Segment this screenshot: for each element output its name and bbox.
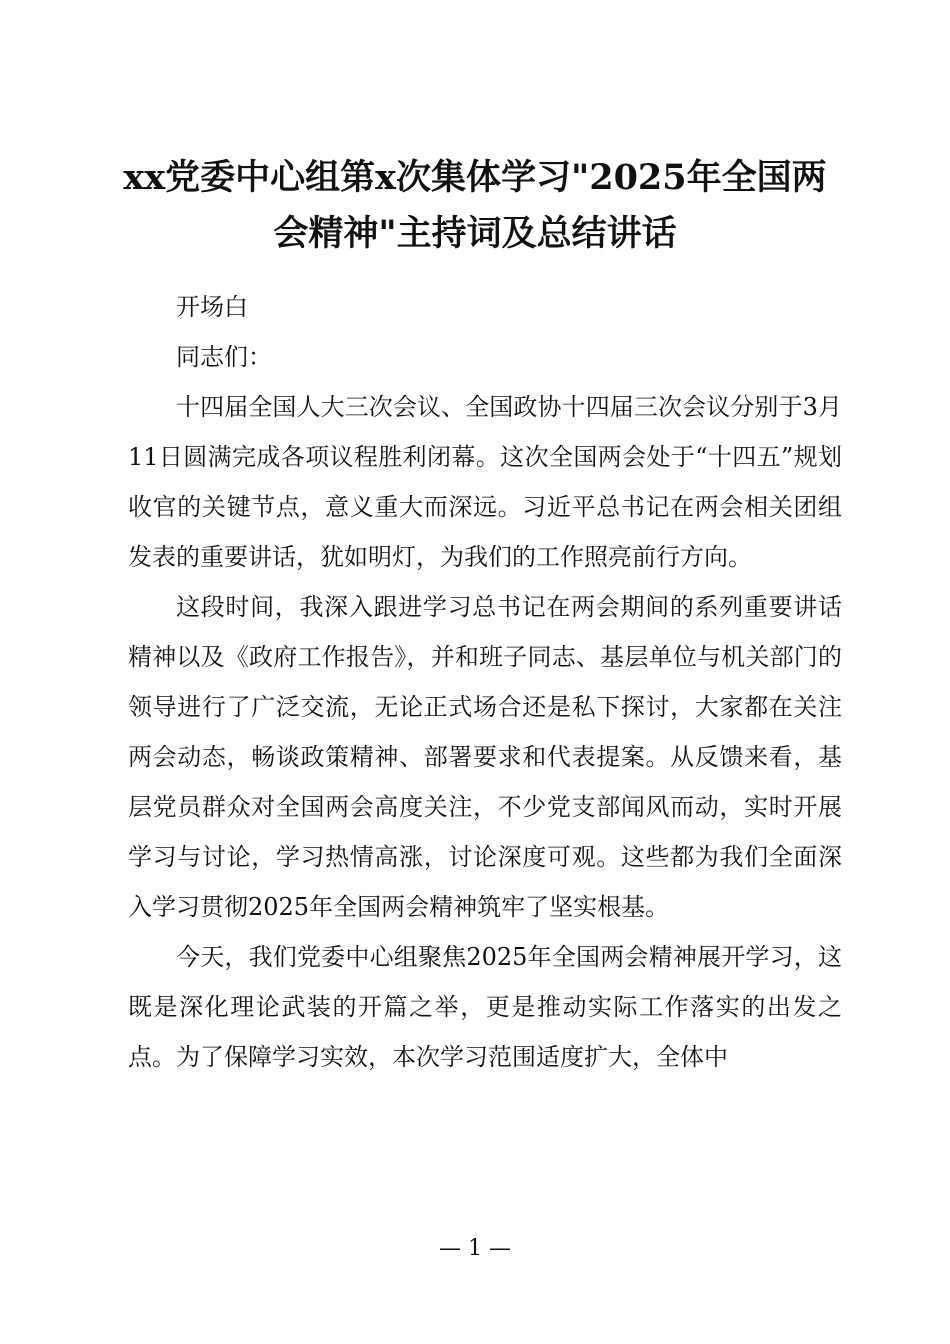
page-number: — 1 — — [439, 1236, 511, 1261]
paragraph: 这段时间，我深入跟进学习总书记在两会期间的系列重要讲话精神以及《政府工作报告》，并和班子同志、基层单位与机关部门的领导进行了广泛交流，无论正式场合还是私下探讨，大家都在关注两会动态，畅谈政策精神、部署要求和代表提案。从反馈来看，基层党员群众对全国两会高度关注，不少党支部闻风而动，实时开展学习与讨论，学习热情高涨，讨论深度可观。这些都为我们全面深入学习贯彻2025年全国两会精神筑牢了坚实根基。 — [128, 593, 842, 921]
paragraph: 今天，我们党委中心组聚焦2025年全国两会精神展开学习，这既是深化理论武装的开篇之举，更是推动实际工作落实的出发之点。为了保障学习实效，本次学习范围适度扩大，全体中 — [128, 943, 842, 1071]
document-body — [128, 282, 842, 1082]
paragraph-opening: 开场白 — [176, 293, 248, 321]
paragraph: 十四届全国人大三次会议、全国政协十四届三次会议分别于3月11日圆满完成各项议程胜利闭幕。这次全国两会处于“十四五”规划收官的关键节点，意义重大而深远。习近平总书记在两会相关团组发表的重要讲话，犹如明灯，为我们的工作照亮前行方向。 — [128, 393, 842, 571]
paragraph-greeting: 同志们： — [176, 343, 272, 371]
document-title: xx党委中心组第x次集体学习"2025年全国两会精神"主持词及总结讲话 — [123, 157, 827, 254]
